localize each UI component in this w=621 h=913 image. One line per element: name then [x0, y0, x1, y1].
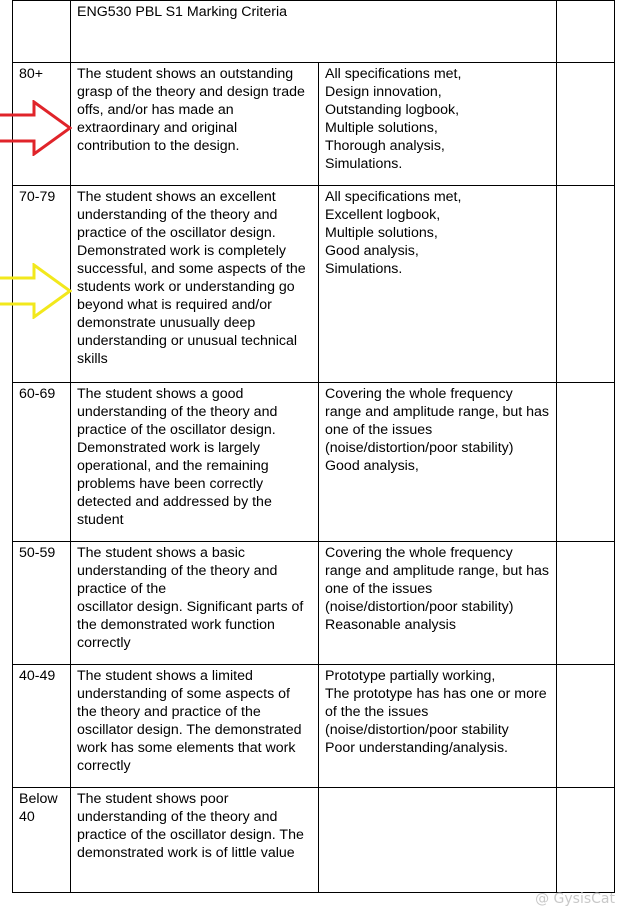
- criteria-line: Reasonable analysis: [325, 617, 456, 633]
- description-cell: The student shows a good understanding of the theory and practice of the oscillator design. Demonstrated work is largely operational, and the remaining problems have been correctly detected and addressed by the student: [71, 383, 319, 542]
- marking-criteria-table: [12, 0, 615, 893]
- grade-cell: 50-59: [13, 542, 71, 665]
- table-row: [13, 186, 615, 383]
- table-row: [13, 63, 615, 186]
- extra-cell: [557, 665, 615, 788]
- criteria-line: Simulations.: [325, 261, 403, 277]
- criteria-line: Simulations.: [325, 156, 403, 172]
- description-cell: The student shows an outstanding grasp of the theory and design trade offs, and/or has made an extraordinary and original contribution to the design.: [71, 63, 319, 186]
- table-row: [13, 542, 615, 665]
- table-row: [13, 788, 615, 893]
- title-row: [13, 1, 615, 63]
- criteria-cell: [319, 788, 557, 893]
- grade-cell: 70-79: [13, 186, 71, 383]
- criteria-cell: [319, 383, 557, 542]
- criteria-line: Multiple solutions,: [325, 120, 438, 136]
- red-arrow-icon: [0, 100, 72, 156]
- criteria-line: Covering the whole frequency range and amplitude range, but has one of the issues (noise/distortion/poor stability): [325, 386, 550, 456]
- watermark: @ GysisCat: [535, 891, 615, 907]
- grade-cell: Below 40: [13, 788, 71, 893]
- criteria-line: Multiple solutions,: [325, 225, 438, 241]
- grade-cell: 80+: [13, 63, 71, 186]
- criteria-line: Poor understanding/analysis.: [325, 740, 508, 756]
- criteria-line: Good analysis,: [325, 458, 419, 474]
- criteria-cell: [319, 63, 557, 186]
- yellow-arrow-icon: [0, 263, 72, 319]
- table-row: [13, 383, 615, 542]
- criteria-line: Excellent logbook,: [325, 207, 441, 223]
- extra-cell: [557, 63, 615, 186]
- title-grade-cell: [13, 1, 71, 63]
- grade-cell: 40-49: [13, 665, 71, 788]
- title-extra-cell: [557, 1, 615, 63]
- extra-cell: [557, 542, 615, 665]
- grade-cell: 60-69: [13, 383, 71, 542]
- criteria-line: Design innovation,: [325, 84, 442, 100]
- table-row: [13, 665, 615, 788]
- extra-cell: [557, 788, 615, 893]
- extra-cell: [557, 186, 615, 383]
- criteria-cell: [319, 665, 557, 788]
- description-cell: The student shows an excellent understanding of the theory and practice of the oscillator design. Demonstrated work is completely successful, and some aspects of the students work or understanding go beyond what is required and/or demonstrate unusually deep understanding or unusual technical skills: [71, 186, 319, 383]
- criteria-line: Good analysis,: [325, 243, 419, 259]
- criteria-cell: [319, 542, 557, 665]
- criteria-cell: [319, 186, 557, 383]
- criteria-line: Outstanding logbook,: [325, 102, 460, 118]
- criteria-line: All specifications met,: [325, 189, 462, 205]
- criteria-line: Covering the whole frequency range and amplitude range, but has one of the issues (noise/distortion/poor stability): [325, 545, 550, 615]
- table-title: ENG530 PBL S1 Marking Criteria: [71, 1, 557, 63]
- criteria-line: All specifications met,: [325, 66, 462, 82]
- extra-cell: [557, 383, 615, 542]
- description-cell: The student shows a basic understanding of the theory and practice of the oscillator design. Significant parts of the demonstrated work function correctly: [71, 542, 319, 665]
- description-cell: The student shows a limited understanding of some aspects of the theory and practice of the oscillator design. The demonstrated work has some elements that work correctly: [71, 665, 319, 788]
- description-cell: The student shows poor understanding of the theory and practice of the oscillator design. The demonstrated work is of little value: [71, 788, 319, 893]
- criteria-line: The prototype has has one or more of the the issues (noise/distortion/poor stability: [325, 686, 547, 738]
- criteria-line: Prototype partially working,: [325, 668, 496, 684]
- criteria-line: Thorough analysis,: [325, 138, 445, 154]
